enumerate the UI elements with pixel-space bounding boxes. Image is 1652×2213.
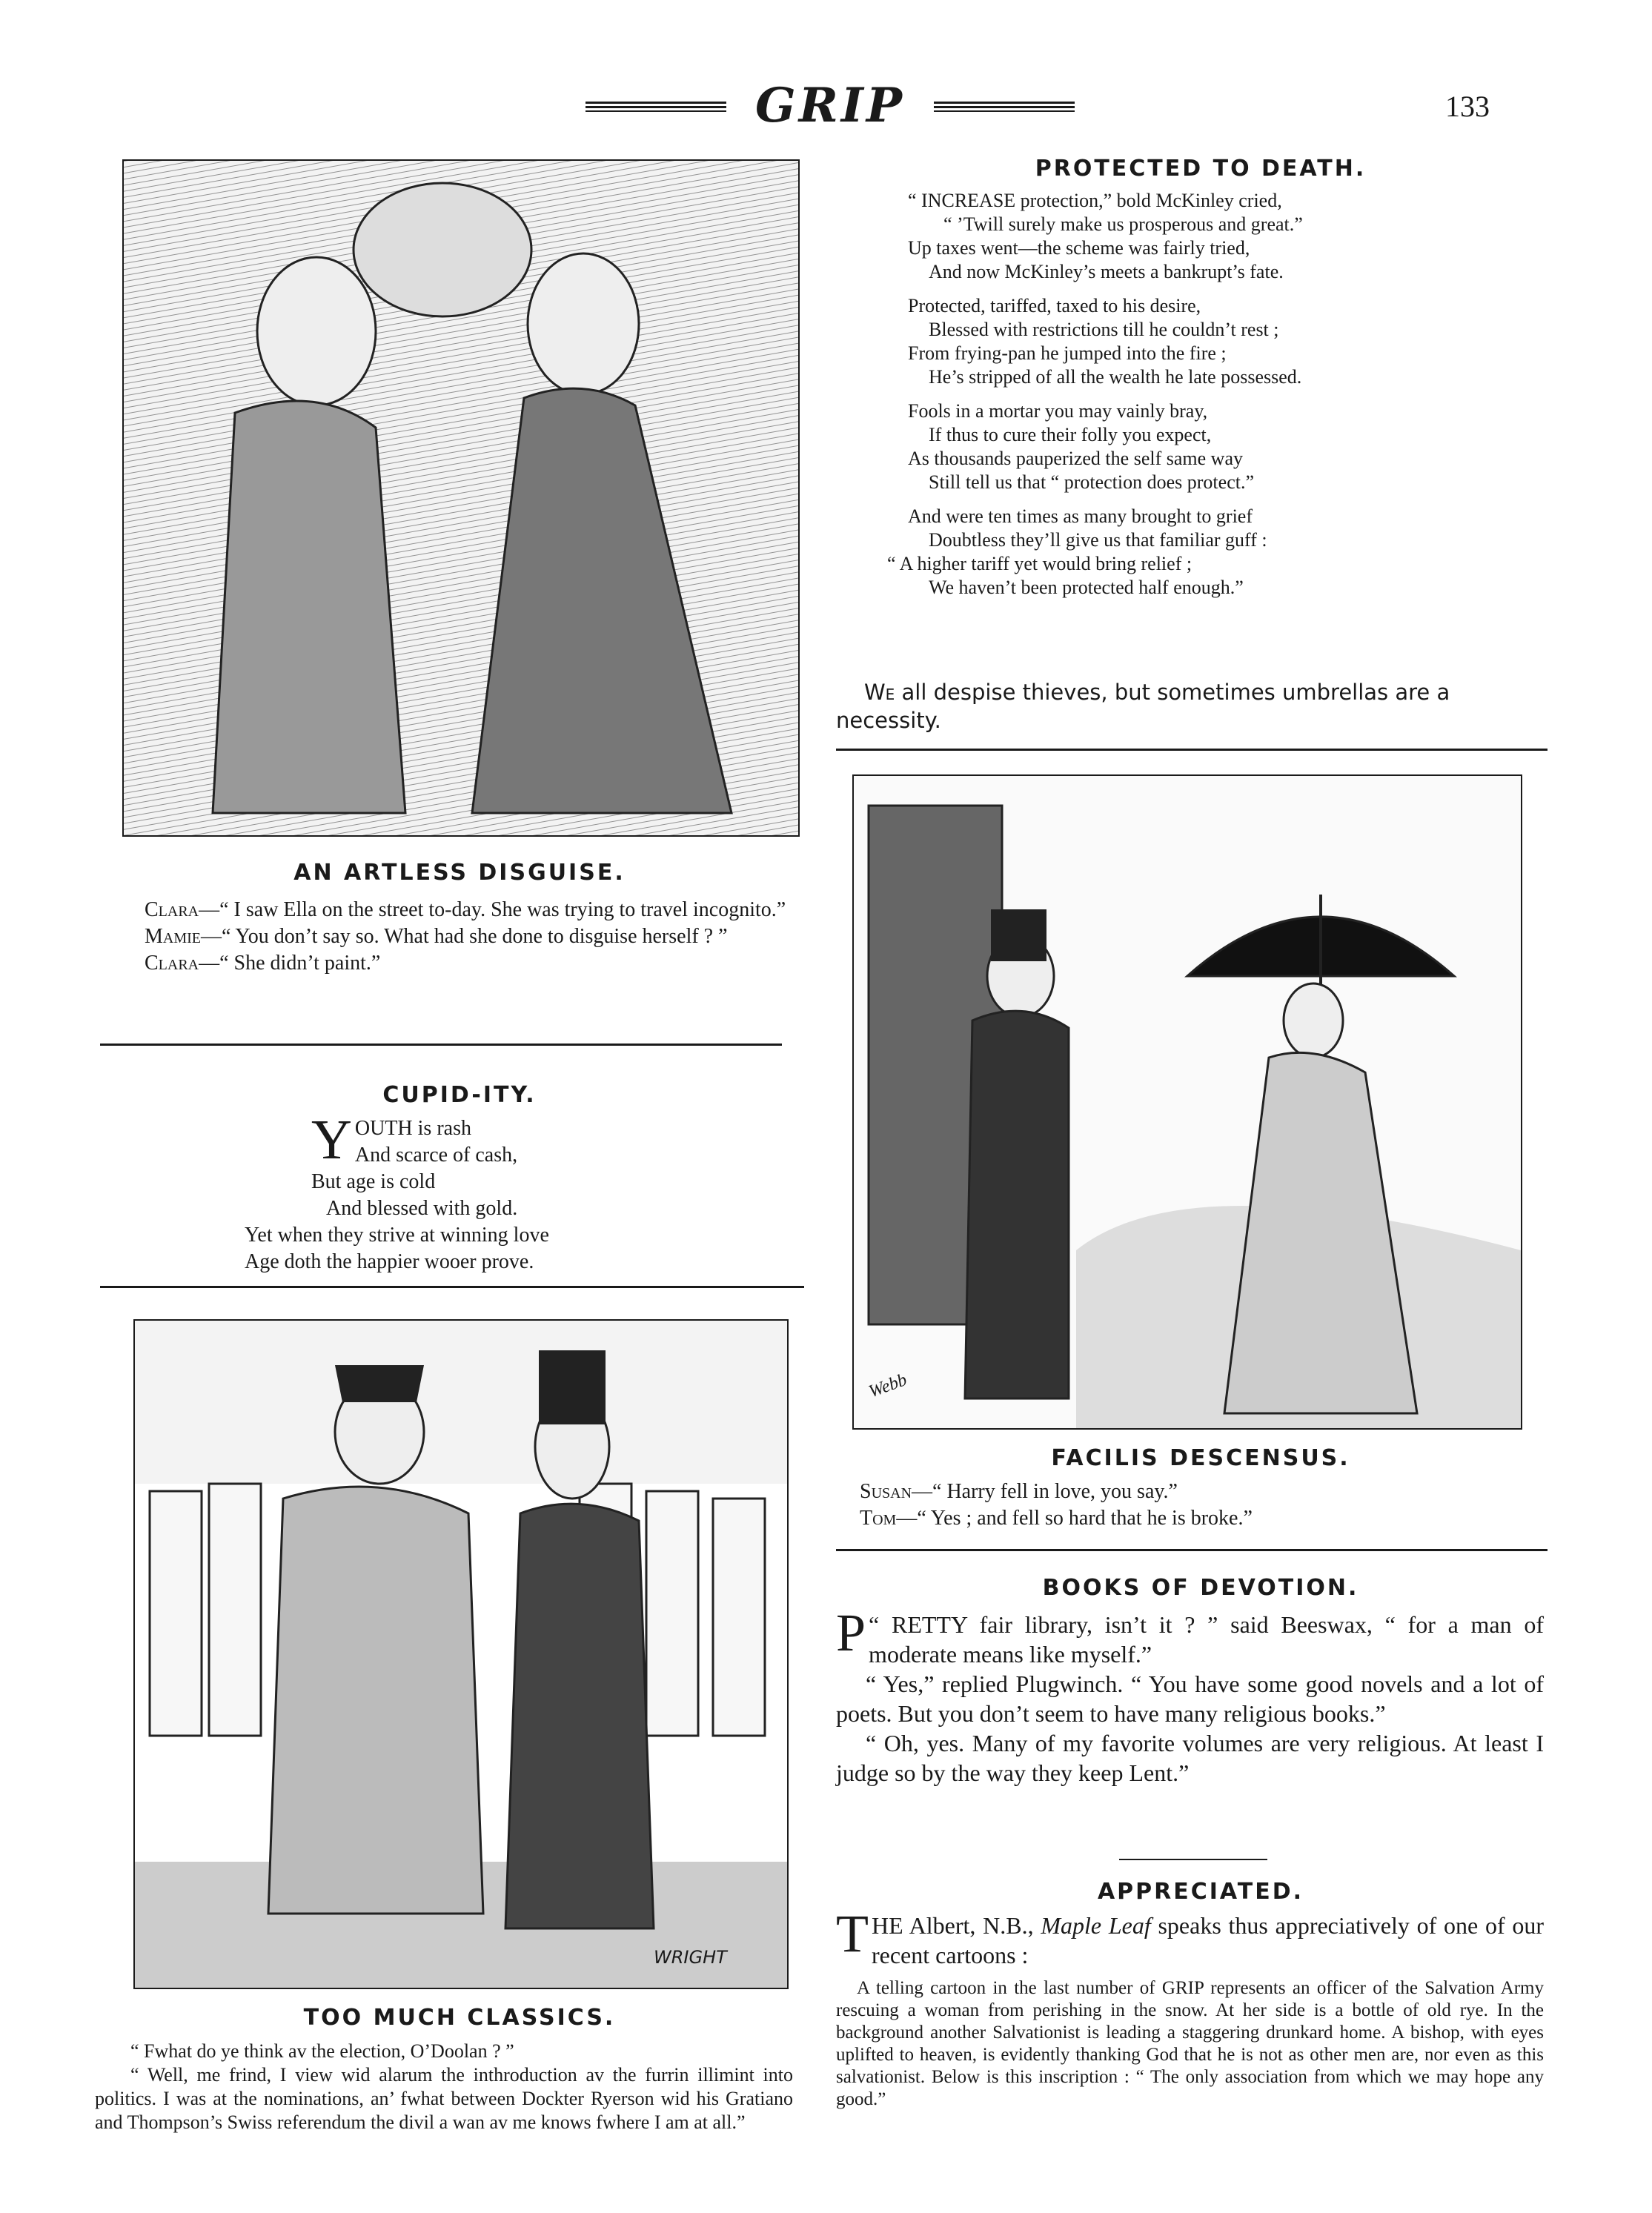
devotion-dropcap: P — [836, 1603, 866, 1662]
thieves-paragraph — [836, 678, 1547, 734]
facilis-dialogue — [860, 1479, 1542, 1532]
artless-line: Clara—“ I saw Ella on the street to-day. She was trying to travel incognito.” — [145, 898, 786, 921]
appreciated-quote: A telling cartoon in the last number of GRIP represents an officer of the Salvation Army rescuing a woman from perishing in the snow. At her side is a bottle of old rye. In the background another Salvationist is leading a staggering drunkard home. A bishop, with eyes uplifted to heaven, is evidently thanking God that he is not as other men are, nor even as this salvationist. Below is this inscription : “ The only association from which we may hope any good.” — [836, 1978, 1544, 2109]
poem-line: He’s stripped of all the wealth he late possessed. — [929, 366, 1302, 388]
artless-line: Clara—“ She didn’t paint.” — [145, 952, 381, 975]
poem-line: And now McKinley’s meets a bankrupt’s fate. — [929, 261, 1284, 282]
poem-line: And blessed with gold. — [326, 1197, 518, 1220]
poem-line: Fools in a mortar you may vainly bray, — [908, 400, 1208, 422]
cupid-dropcap: Y — [311, 1109, 352, 1171]
masthead — [586, 78, 1075, 133]
poem-line: Blessed with restrictions till he couldn’t rest ; — [929, 319, 1279, 340]
poem-line: Yet when they strive at winning love — [245, 1224, 549, 1247]
poem-line: As thousands pauperized the self same way — [908, 448, 1243, 469]
devotion-heading: BOOKS OF DEVOTION. — [1042, 1575, 1359, 1601]
poem-line: If thus to cure their folly you expect, — [929, 424, 1212, 445]
protected-poem — [887, 189, 1538, 600]
cupid-poem — [245, 1109, 726, 1275]
devotion-text — [836, 1603, 1545, 1788]
artless-line: Mamie—“ You don’t say so. What had she done to disguise herself ? ” — [145, 925, 728, 948]
thieves-text: all despise thieves, but sometimes umbrellas are a necessity. — [836, 680, 1450, 733]
classics-paragraph: “ Fwhat do ye think av the election, O’Doolan ? ” — [130, 2040, 514, 2062]
divider — [836, 749, 1547, 751]
classics-text — [95, 2040, 793, 2134]
protected-heading: PROTECTED TO DEATH. — [1035, 156, 1367, 182]
divider — [836, 1549, 1547, 1551]
poem-line: And scarce of cash, — [354, 1144, 518, 1167]
poem-line: OUTH is rash — [354, 1117, 471, 1140]
classics-signature: WRIGHT — [654, 1947, 727, 1968]
page-number: 133 — [1445, 90, 1490, 123]
poem-stanza — [908, 189, 1538, 284]
poem-line: Age doth the happier wooer prove. — [245, 1250, 534, 1273]
poem-line: “ ’Twill surely make us prosperous and great.” — [943, 213, 1303, 235]
poem-line: From frying-pan he jumped into the fire ; — [908, 342, 1227, 364]
devotion-paragraph: “ Yes,” replied Plugwinch. “ You have some good novels and a lot of poets. But you don’t seem to have many religious books.” — [836, 1670, 1544, 1727]
facilis-line: Tom—“ Yes ; and fell so hard that he is broke.” — [860, 1507, 1253, 1530]
short-divider — [1119, 1859, 1267, 1860]
illustration-umbrella — [852, 774, 1522, 1430]
appreciated-intro: T HE Albert, N.B., Maple Leaf speaks thus appreciatively of one of our recent cartoons : — [836, 1904, 1545, 1968]
cupid-heading: CUPID-ITY. — [382, 1082, 537, 1108]
poem-stanza — [908, 294, 1538, 389]
thieves-lead: We — [864, 680, 895, 705]
poem-line: Up taxes went—the scheme was fairly tried, — [908, 237, 1250, 259]
facilis-line: Susan—“ Harry fell in love, you say.” — [860, 1480, 1178, 1503]
facilis-heading: FACILIS DESCENSUS. — [1051, 1445, 1350, 1471]
poem-stanza — [908, 399, 1538, 494]
facilis-signature: Webb — [866, 1370, 910, 1402]
poem-line: Still tell us that “ protection does protect.” — [929, 471, 1255, 493]
poem-line: “ INCREASE protection,” bold McKinley cried, — [908, 190, 1282, 211]
poem-line: “ A higher tariff yet would bring relief ; — [887, 553, 1192, 574]
artless-dialogue — [122, 897, 797, 977]
illustration-two-women — [122, 159, 800, 837]
artless-heading: AN ARTLESS DISGUISE. — [293, 860, 626, 886]
devotion-paragraph: “ Oh, yes. Many of my favorite volumes are very religious. At least I judge so by the way they keep Lent.” — [836, 1730, 1544, 1786]
poem-line: And were ten times as many brought to grief — [908, 505, 1253, 527]
poem-line: We haven’t been protected half enough.” — [929, 577, 1244, 598]
divider — [100, 1286, 804, 1288]
classics-heading: TOO MUCH CLASSICS. — [303, 2005, 616, 2031]
appreciated-heading: APPRECIATED. — [1097, 1879, 1304, 1905]
classics-paragraph: “ Well, me frind, I view wid alarum the inthroduction av the furrin illimint into politics. I was at the nominations, an’ fwhat between Dockter Ryerson wid his Gratiano and Thompson’s Swiss referendum the divil a wan av me knows fwhere I am at all.” — [95, 2064, 793, 2133]
devotion-paragraph: “ P RETTY fair library, isn’t it ? ” said Beeswax, “ for a man of moderate means like myself.” — [836, 1603, 1545, 1668]
publication-name: Maple Leaf — [1041, 1912, 1151, 1939]
illustration-two-men — [133, 1319, 789, 1989]
poem-stanza — [887, 505, 1538, 600]
poem-line: But age is cold — [311, 1170, 436, 1193]
appreciated-dropcap: T — [836, 1904, 869, 1963]
masthead-rule-right — [934, 102, 1075, 112]
poem-line: Protected, tariffed, taxed to his desire, — [908, 295, 1201, 316]
poem-line: Doubtless they’ll give us that familiar guff : — [929, 529, 1267, 551]
masthead-title: GRIP — [755, 78, 905, 133]
divider — [100, 1044, 782, 1046]
